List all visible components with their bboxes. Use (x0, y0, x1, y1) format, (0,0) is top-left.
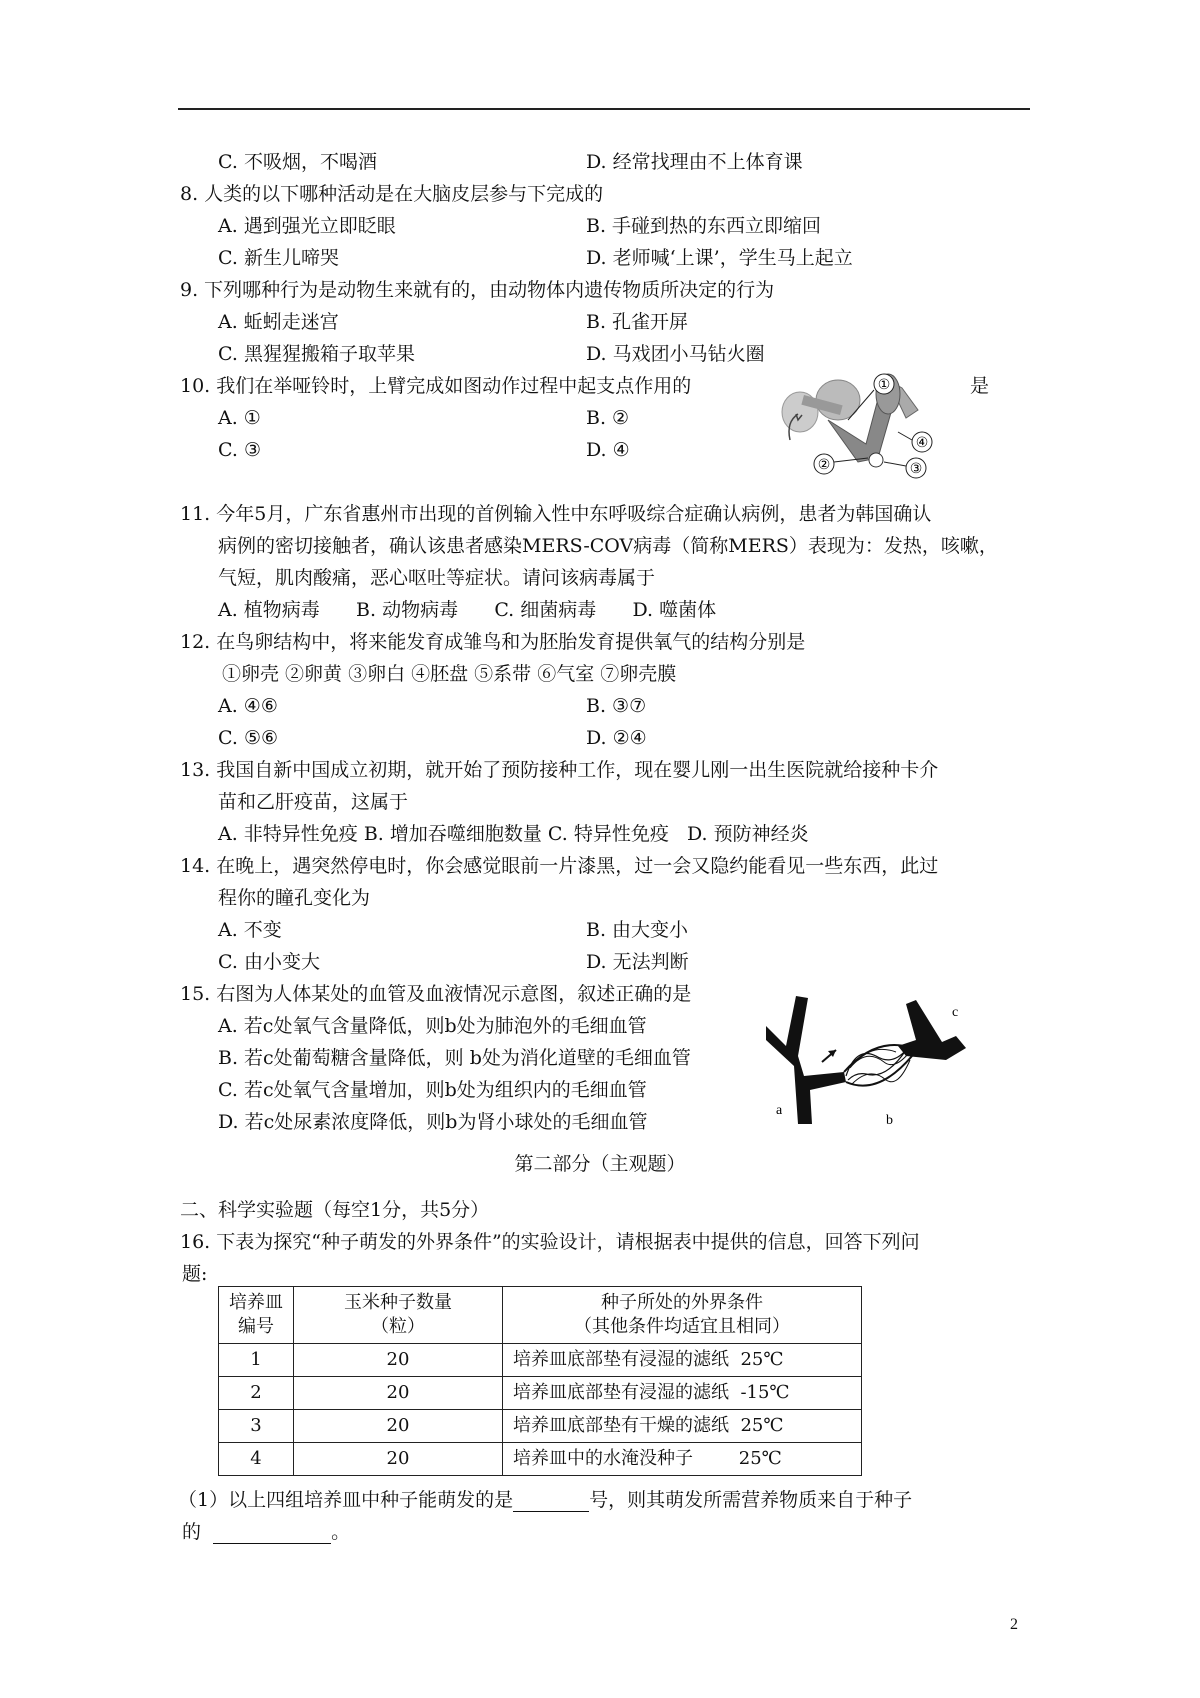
q16-line-2: 题: (182, 1263, 208, 1285)
q14-line-2: 程你的瞳孔变化为 (218, 887, 371, 909)
table-cell: 培养皿底部垫有浸湿的滤纸 25℃ (503, 1344, 862, 1377)
figure-label-2: ② (817, 457, 831, 473)
header-text: （粒） (371, 1316, 425, 1337)
q12-option-a: A. ④⑥ (218, 695, 278, 717)
table-cell: 20 (294, 1344, 503, 1377)
vessel-label-b: b (886, 1113, 893, 1126)
header-text: （其他条件均适宜且相同） (574, 1316, 790, 1337)
q9-option-d: D. 马戏团小马钻火圈 (586, 343, 765, 365)
vessel-label-a: a (776, 1103, 783, 1118)
q11-line-3: 气短，肌肉酸痛，恶心呕吐等症状。请问该病毒属于 (218, 567, 656, 589)
header-dish-number (219, 1287, 294, 1344)
header-text: 玉米种子数量 (344, 1292, 452, 1313)
q14-option-d: D. 无法判断 (586, 951, 689, 973)
q10-option-b: B. ② (586, 407, 630, 429)
q11-options: A. 植物病毒 B. 动物病毒 C. 细菌病毒 D. 噬菌体 (218, 599, 717, 621)
q11-line-1: 11. 今年5月，广东省惠州市出现的首例输入性中东呼吸综合症确认病例，患者为韩国确认 (180, 503, 932, 525)
table-row (219, 1377, 862, 1410)
header-conditions (503, 1287, 862, 1344)
q14-option-c: C. 由小变大 (218, 951, 320, 973)
q15-option-a: A. 若c处氧气含量降低，则b处为肺泡外的毛细血管 (218, 1015, 647, 1037)
q10-option-c: C. ③ (218, 439, 261, 461)
q15-option-c: C. 若c处氧气含量增加，则b处为组织内的毛细血管 (218, 1079, 647, 1101)
figure-label-4: ④ (915, 435, 929, 451)
q16-sub1-text-a: （1）以上四组培养皿中种子能萌发的是 (178, 1489, 514, 1511)
table-cell: 3 (219, 1410, 294, 1443)
q16-sub1-text-b: 号，则其萌发所需营养物质来自于种子 (589, 1489, 913, 1511)
page-number: 2 (1010, 1616, 1018, 1633)
q12-option-c: C. ⑤⑥ (218, 727, 279, 749)
table-row (219, 1443, 862, 1476)
header-text: 编号 (238, 1316, 274, 1337)
q12-stem: 12. 在鸟卵结构中，将来能发育成雏鸟和为胚胎发育提供氧气的结构分别是 (180, 631, 806, 653)
table-cell: 培养皿中的水淹没种子 25℃ (503, 1443, 862, 1476)
q10-stem-end: 是 (970, 375, 990, 397)
q12-parts: ①卵壳 ②卵黄 ③卵白 ④胚盘 ⑤系带 ⑥气室 ⑦卵壳膜 (222, 663, 677, 685)
q12-option-b: B. ③⑦ (586, 695, 647, 717)
figure-label-3: ③ (909, 461, 923, 477)
q9-option-a: A. 蚯蚓走迷宫 (218, 311, 339, 333)
q16-sub1-line-2 (182, 1520, 350, 1544)
table-cell: 4 (219, 1443, 294, 1476)
q14-option-b: B. 由大变小 (586, 919, 689, 941)
q15-stem: 15. 右图为人体某处的血管及血液情况示意图，叙述正确的是 (180, 983, 692, 1005)
figure-label-1: ① (877, 377, 891, 393)
q12-option-d: D. ②④ (586, 727, 647, 749)
q16-sub1-end: 。 (331, 1521, 351, 1543)
q11-line-2: 病例的密切接触者，确认该患者感染MERS-COV病毒（简称MERS）表现为：发热，咳嗽， (218, 535, 998, 557)
table-cell: 20 (294, 1377, 503, 1410)
header-rule (178, 108, 1030, 110)
q10-stem: 10. 我们在举哑铃时，上臂完成如图动作过程中起支点作用的 (180, 375, 692, 397)
section2-heading: 二、科学实验题（每空1分，共5分） (180, 1199, 490, 1221)
q8-option-d: D. 老师喊‘上课’，学生马上起立 (586, 247, 853, 269)
q16-line-1: 16. 下表为探究“种子萌发的外界条件”的实验设计，请根据表中提供的信息，回答下列问 (180, 1231, 920, 1253)
q13-options: A. 非特异性免疫 B. 增加吞噬细胞数量 C. 特异性免疫 D. 预防神经炎 (218, 823, 809, 845)
q9-option-c: C. 黑猩猩搬箱子取苹果 (218, 343, 415, 365)
table-cell: 20 (294, 1410, 503, 1443)
table-cell: 培养皿底部垫有浸湿的滤纸 -15℃ (503, 1377, 862, 1410)
experiment-table (218, 1286, 862, 1476)
q15-option-b: B. 若c处葡萄糖含量降低，则 b处为消化道壁的毛细血管 (218, 1047, 691, 1069)
q10-option-d: D. ④ (586, 439, 630, 461)
q8-option-a: A. 遇到强光立即眨眼 (218, 215, 396, 237)
q9-option-b: B. 孔雀开屏 (586, 311, 689, 333)
q15-option-d: D. 若c处尿素浓度降低，则b为肾小球处的毛细血管 (218, 1111, 648, 1133)
header-text: 培养皿 (229, 1292, 283, 1313)
header-text: 种子所处的外界条件 (601, 1292, 763, 1313)
q13-line-2: 苗和乙肝疫苗，这属于 (218, 791, 409, 813)
q8-option-b: B. 手碰到热的东西立即缩回 (586, 215, 822, 237)
part2-title: 第二部分（主观题） (514, 1153, 686, 1175)
table-cell: 1 (219, 1344, 294, 1377)
table-cell: 培养皿底部垫有干燥的滤纸 25℃ (503, 1410, 862, 1443)
q13-line-1: 13. 我国自新中国成立初期，就开始了预防接种工作，现在婴儿刚一出生医院就给接种卡介 (180, 759, 939, 781)
answer-blank-1[interactable] (513, 1491, 589, 1512)
q8-option-c: C. 新生儿啼哭 (218, 247, 339, 269)
q14-line-1: 14. 在晚上，遇突然停电时，你会感觉眼前一片漆黑，过一会又隐约能看见一些东西，此过 (180, 855, 939, 877)
q16-sub1-line-1 (178, 1488, 912, 1512)
q14-option-a: A. 不变 (218, 919, 282, 941)
q16-sub1-text-c: 的 (182, 1521, 202, 1543)
q7-option-d: D. 经常找理由不上体育课 (586, 151, 803, 173)
answer-blank-2[interactable] (213, 1523, 331, 1544)
table-cell: 2 (219, 1377, 294, 1410)
header-seed-count (294, 1287, 503, 1344)
table-header-row (219, 1287, 862, 1344)
q7-option-c: C. 不吸烟，不喝酒 (218, 151, 377, 173)
blood-vessel-figure (766, 996, 966, 1126)
q9-stem: 9. 下列哪种行为是动物生来就有的，由动物体内遗传物质所决定的行为 (180, 279, 775, 301)
q8-stem: 8. 人类的以下哪种活动是在大脑皮层参与下完成的 (180, 183, 604, 205)
table-row (219, 1410, 862, 1443)
vessel-label-c: c (952, 1005, 959, 1020)
arm-dumbbell-figure (778, 370, 958, 482)
q10-option-a: A. ① (218, 407, 261, 429)
table-cell: 20 (294, 1443, 503, 1476)
table-row (219, 1344, 862, 1377)
